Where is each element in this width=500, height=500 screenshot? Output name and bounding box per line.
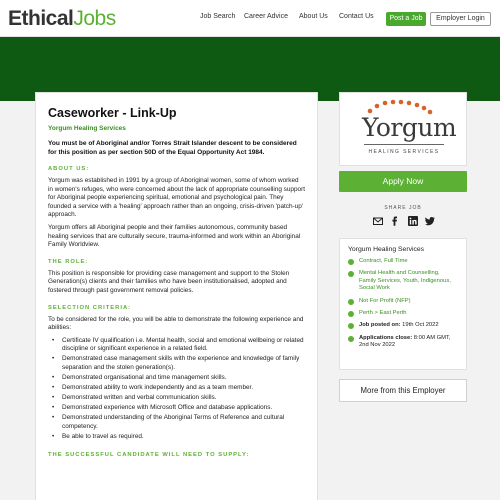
- employer-link[interactable]: Yorgum Healing Services: [48, 125, 126, 132]
- nav-job-search[interactable]: Job Search: [200, 13, 236, 20]
- location-icon: [348, 311, 354, 317]
- criteria-list: [58, 337, 305, 442]
- job-details-card: [339, 238, 467, 370]
- list-item: • Demonstrated organisational and time management skills.: [58, 374, 305, 383]
- nav-about-us[interactable]: About Us: [299, 13, 328, 20]
- apply-now-button[interactable]: Apply Now: [339, 171, 467, 192]
- linkedin-icon[interactable]: [408, 213, 418, 223]
- details-employer-name: Yorgum Healing Services: [348, 246, 425, 253]
- calendar-icon: [348, 336, 354, 342]
- employer-sector[interactable]: Not For Profit (NFP): [348, 298, 458, 306]
- facebook-icon[interactable]: [390, 213, 400, 223]
- list-item: • Certificate IV qualification i.e. Mental health, social and emotional wellbeing or related discipline or significant experience in a related field.: [58, 337, 305, 354]
- list-item: • Demonstrated case management skills with the experience and knowledge of family separation and the stolen generation(s).: [58, 355, 305, 372]
- employer-logo-wordmark: Yorgum: [362, 113, 457, 142]
- closing-date: Applications close: 8:00 AM GMT, 2nd Nov 2022: [348, 335, 458, 351]
- share-icons: [373, 213, 435, 223]
- list-item: • Demonstrated ability to work independently and as a team member.: [58, 384, 305, 393]
- role-paragraph: This position is responsible for providing case management and support to the Stolen Generation(s) clients and their families who have been institutionalised, adopted and fostered through past government removal policies.: [48, 269, 290, 294]
- category-icon: [348, 271, 354, 277]
- role-heading: THE ROLE:: [48, 258, 89, 265]
- about-heading: ABOUT US:: [48, 166, 90, 172]
- list-item: • Demonstrated written and verbal communication skills.: [58, 394, 305, 403]
- eligibility-notice: You must be of Aboriginal and/or Torres Strait Islander descent to be considered for this position as per section 50D of the Equal Opportunity Act 1984.: [48, 140, 297, 156]
- criteria-intro: To be considered for the role, you will be able to demonstrate the following experience and abilities:: [48, 315, 304, 332]
- employer-logo-subtitle: HEALING SERVICES: [368, 149, 440, 155]
- logo-divider: [364, 144, 444, 145]
- nav-contact-us[interactable]: Contact Us: [339, 13, 374, 20]
- job-location[interactable]: Perth > East Perth: [348, 310, 458, 318]
- work-type[interactable]: Contract, Full Time: [348, 258, 458, 266]
- criteria-heading: SELECTION CRITERIA:: [48, 304, 132, 311]
- list-item: • Be able to travel as required.: [58, 433, 305, 442]
- job-description-card: [35, 92, 318, 500]
- employer-logo-card[interactable]: [339, 92, 467, 166]
- successful-candidate-heading: THE SUCCESSFUL CANDIDATE WILL NEED TO SUPPLY:: [48, 451, 250, 458]
- twitter-icon[interactable]: [425, 213, 435, 223]
- job-title: Caseworker - Link-Up: [48, 106, 177, 120]
- calendar-icon: [348, 323, 354, 329]
- post-job-button[interactable]: Post a Job: [386, 12, 426, 26]
- job-categories[interactable]: Mental Health and Counselling, Family Services, Youth, Indigenous, Social Work: [348, 270, 458, 293]
- contract-icon: [348, 259, 354, 265]
- posted-date: Job posted on: 19th Oct 2022: [348, 322, 458, 330]
- employer-login-button[interactable]: Employer Login: [430, 12, 491, 26]
- top-navbar: [0, 0, 500, 37]
- share-job-label: SHARE JOB: [384, 205, 422, 211]
- about-paragraph-2: Yorgum offers all Aboriginal people and their families autonomous, community based healing services that are culturally secure, trauma-informed and work within an Aboriginal Family Worldview.: [48, 223, 301, 249]
- email-icon[interactable]: [373, 213, 383, 223]
- nav-career-advice[interactable]: Career Advice: [244, 13, 288, 20]
- about-paragraph-1: Yorgum was established in 1991 by a group of Aboriginal women, some of whom worked in women's refuges, who were concerned about the lack of appropriate counselling support for Aboriginal people experiencing spiritual, emotional and psychological pain. They founded a service with a 'healing' approach rather than an ongoing, crisis-driven 'patch-up' approach.: [48, 177, 305, 219]
- more-from-employer-button[interactable]: More from this Employer: [339, 379, 467, 402]
- list-item: • Demonstrated understanding of the Aboriginal Terms of Reference and cultural competency.: [58, 414, 305, 431]
- sector-icon: [348, 299, 354, 305]
- ethicaljobs-logo[interactable]: EthicalJobs: [8, 7, 116, 30]
- list-item: • Demonstrated experience with Microsoft Office and database applications.: [58, 404, 305, 413]
